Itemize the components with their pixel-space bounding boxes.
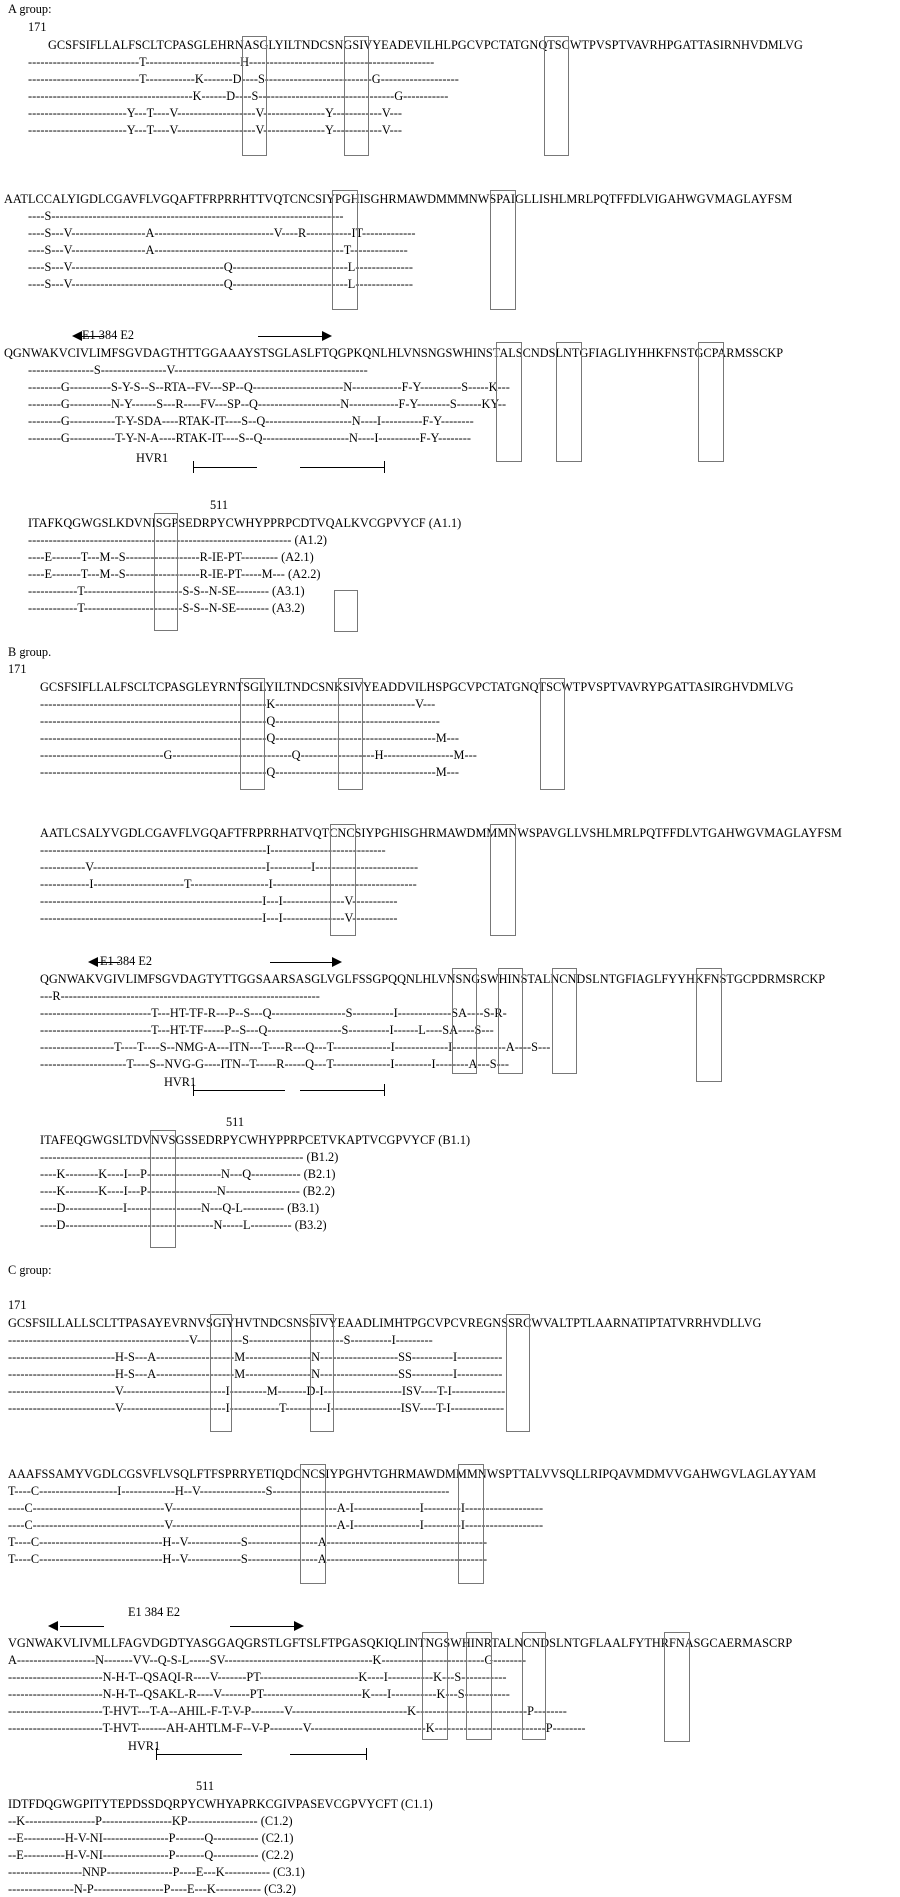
group-a-block4-row: ----E-------T---M--S------------------R-IE-PT-----M--- (A2.2) (28, 567, 321, 581)
hvr1-bracket-tick (366, 1748, 367, 1760)
group-c-block3-row: A-------------------N-------VV--Q-S-L-----SV------------------------------------K-------------------------G-------- (8, 1653, 527, 1667)
highlight-box (240, 678, 265, 790)
hvr1-label: HVR1 (164, 1075, 197, 1089)
highlight-box (696, 968, 722, 1082)
arrow-left-icon (48, 1621, 58, 1631)
highlight-box (452, 968, 477, 1074)
hvr1-bracket-tick (384, 461, 385, 473)
highlight-box (242, 36, 267, 156)
group-b-block1-row: ------------------------------G-----------------------------Q------------------H-----------------M--- (40, 748, 477, 762)
group-b-block4-row: ----K--------K----I---P-----------------N------------------ (B2.2) (40, 1184, 335, 1198)
group-b-block3-row: ------------------T----T----S--NMG-A---ITN---T----R---Q---T--------------I-------------I-------------A----S--- (40, 1040, 551, 1054)
highlight-box (334, 590, 358, 632)
highlight-box (490, 824, 516, 936)
hvr1-bracket (193, 467, 257, 468)
group-b-block3-row: ---------------------------T---HT-TF-----P--S---Q------------------S----------I------L----SA----S--- (40, 1023, 494, 1037)
hvr1-label: HVR1 (128, 1739, 161, 1753)
group-b-block1-row: -------------------------------------------------------Q---------------------------------------M--- (40, 731, 460, 745)
arrow-line (270, 962, 334, 963)
group-c-block2-row: T----C-------------------I-------------H--V----------------S------------------------------------------- (8, 1484, 450, 1498)
highlight-box (490, 190, 516, 310)
group-a-block4-row: ---------------------------------------------------------------- (A1.2) (28, 533, 328, 547)
group-a-block1-row: ---------------------------T------------K-------D----S--------------------------G------------------- (28, 72, 459, 86)
group-c-header: C group: (8, 1263, 52, 1277)
arrow-line (230, 1626, 296, 1627)
group-c-block1-row: --------------------------V-------------------------I---------M-------D-I-------------------ISV----T-I------------- (8, 1384, 506, 1398)
arrow-left-icon (72, 331, 82, 341)
group-b-block2-row: ------------------------------------------------------I---I---------------V----------- (40, 894, 398, 908)
highlight-box (330, 824, 356, 936)
group-b-block2-consensus: AATLCSALYVGDLCGAVFLVGQAFTFRPRRHATVQTCNCSIYPGHISGHRMAWDMMMNWSPAVGLLVSHLMRLPQTFFDLVTGAHWGVMAGLAYFSM (40, 826, 842, 840)
highlight-box (338, 678, 363, 790)
group-a-block1-consensus: GCSFSIFLLALFSCLTCPASGLEHRNASGLYILTNDCSNGSIVYEADEVILHLPGCVPCTATGNQTSCWTPVSPTVAVRHPGATTASIRNHVDMLVG (48, 38, 803, 52)
group-c-block2-row: T----C------------------------------H--V-------------S-----------------A--------------------------------------- (8, 1552, 488, 1566)
group-b-block3-row: ---------------------------T---HT-TF-R---P--S---Q------------------S----------I-------------SA----S-R- (40, 1006, 507, 1020)
group-a-block4-row: ----E-------T---M--S------------------R-IE-PT--------- (A2.1) (28, 550, 314, 564)
group-c-block2-row: T----C------------------------------H--V-------------S-----------------A--------------------------------------- (8, 1535, 488, 1549)
group-a-block2-consensus: AATLCCALYIGDLCGAVFLVGQAFTFRPRRHTTVQTCNCSIYPGHISGHRMAWDMMMNWSPAIGLLISHLMRLPQTFFDLVIGAHWGVMAGLAYFSM (4, 192, 793, 206)
highlight-box (310, 1314, 334, 1432)
group-a-block2-row: ----S---V------------------A-----------------------------V----R-----------IT------------- (28, 226, 416, 240)
group-b-block2-row: ------------------------------------------------------I---I---------------V----------- (40, 911, 398, 925)
group-b-block2-row: -------------------------------------------------------I---------------------------- (40, 843, 386, 857)
group-c-block4-row: ----------------N-P-----------------P----E---K----------- (C3.2) (8, 1882, 297, 1896)
group-c-block4-row: --E----------H-V-NI----------------P-------Q----------- (C2.2) (8, 1848, 294, 1862)
hvr1-bracket-tick (384, 1084, 385, 1096)
group-c-block3-row: -----------------------T-HVT-------AH-AHTLM-F--V-P--------V----------------------------K---------------------------P-------- (8, 1721, 586, 1735)
highlight-box (556, 342, 582, 462)
group-c-block4-consensus: IDTFDQGWGPITYTEPDSSDQRPYCWHYAPRKCGIVPASEVCGPVYCFT (C1.1) (8, 1797, 433, 1811)
highlight-box (344, 36, 369, 156)
group-a-block3-row: --------G----------N-Y------S---R----FV---SP--Q--------------------N------------F-Y--------S------KY-- (28, 397, 507, 411)
group-a-position-label: 171 (28, 20, 47, 34)
hvr1-bracket (300, 1090, 384, 1091)
group-b-block1-row: -------------------------------------------------------Q---------------------------------------M--- (40, 765, 460, 779)
group-a-block1-row: ----------------------------------------K------D----S---------------------------------G----------- (28, 89, 449, 103)
group-c-block1-row: --------------------------H-S---A-------------------M----------------N-------------------SS----------I----------- (8, 1367, 503, 1381)
group-a-block3-row: --------G-----------T-Y-SDA----RTAK-IT----S--Q---------------------N----I----------F-Y-------- (28, 414, 474, 428)
highlight-box (458, 1464, 484, 1584)
group-b-block4-row: ----K--------K----I---P------------------N---Q------------ (B2.1) (40, 1167, 336, 1181)
group-c-position-label-511: 511 (196, 1779, 215, 1793)
hvr1-bracket-tick (193, 1084, 194, 1096)
group-b-block3-consensus: QGNWAKVGIVLIMFSGVDAGTYTTGGSAARSASGLVGLFSSGPQQNLHLVNSNGSWHINSTALNCNDSLNTGFIAGLFYYHKFNSTGCPDRMSRCKP (40, 972, 826, 986)
group-a-block2-row: ----S---V-------------------------------------Q----------------------------L-------------- (28, 277, 413, 291)
group-c-block2-row: ----C--------------------------------V----------------------------------------A-I----------------I---------I------------------- (8, 1518, 544, 1532)
group-a-block4-consensus: ITAFKQGWGSLKDVNISGPSEDRPYCWHYPPRPCDTVQALKVCGPVYCF (A1.1) (28, 516, 462, 530)
e1-e2-junction-label: E1 384 E2 (128, 1605, 181, 1619)
group-b-block4-row: ----D------------------------------------N-----L---------- (B3.2) (40, 1218, 327, 1232)
group-c-block1-row: --------------------------V-------------------------I------------T----------I-----------------ISV----T-I------------- (8, 1401, 505, 1415)
group-a-block4-row: ------------T------------------------S-S--N-SE-------- (A3.1) (28, 584, 305, 598)
group-a-block2-row: ----S---V-------------------------------------Q----------------------------L-------------- (28, 260, 413, 274)
e1-e2-junction-label: E1 384 E2 (100, 954, 153, 968)
highlight-box (522, 1632, 546, 1740)
highlight-box (498, 968, 523, 1074)
group-c-block2-row: ----C--------------------------------V----------------------------------------A-I----------------I---------I------------------- (8, 1501, 544, 1515)
group-b-position-label-511: 511 (226, 1115, 245, 1129)
group-c-position-label: 171 (8, 1298, 27, 1312)
group-b-block2-row: -----------V------------------------------------------I----------I------------------------- (40, 860, 419, 874)
e1-e2-junction-label: E1 384 E2 (82, 328, 135, 342)
group-a-block1-row: ------------------------Y---T----V-------------------V---------------Y------------V--- (28, 123, 402, 137)
arrow-line (258, 336, 324, 337)
hvr1-bracket-tick (156, 1748, 157, 1760)
group-b-block1-consensus: GCSFSIFLLALFSCLTCPASGLEYRNTSGLYILTNDCSNKSIVYEADDVILHSPGCVPCTATGNQTSCWTPVSPTVAVRYPGATTASIRGHVDMLVG (40, 680, 794, 694)
group-b-block4-row: ---------------------------------------------------------------- (B1.2) (40, 1150, 339, 1164)
arrow-left-icon (88, 957, 98, 967)
group-b-block2-row: ------------I----------------------T-------------------I----------------------------------- (40, 877, 417, 891)
group-a-block3-row: --------G-----------T-Y-N-A----RTAK-IT----S--Q---------------------N----I----------F-Y-------- (28, 431, 472, 445)
group-b-block3-row: ---R--------------------------------------------------------------- (40, 989, 320, 1003)
group-c-block3-row: -----------------------N-H-T--QSAKL-R----V-------PT------------------------K----I-----------K---S----------- (8, 1687, 510, 1701)
group-c-block3-row: -----------------------N-H-T--QSAQI-R----V-------PT------------------------K----I-----------K---S----------- (8, 1670, 507, 1684)
arrow-right-icon (294, 1621, 304, 1631)
group-b-position-label: 171 (8, 662, 27, 676)
group-c-block1-row: --------------------------------------------V-----------S-----------------------S----------I--------- (8, 1333, 433, 1347)
hvr1-bracket (193, 1090, 285, 1091)
group-c-block4-row: --K-----------------P-----------------KP----------------- (C1.2) (8, 1814, 293, 1828)
group-a-block1-row: ---------------------------T-----------------------H--------------------------------------------- (28, 55, 435, 69)
group-c-block4-row: ------------------NNP----------------P----E---K----------- (C3.1) (8, 1865, 305, 1879)
arrow-right-icon (322, 331, 332, 341)
highlight-box (506, 1314, 530, 1432)
highlight-box (540, 678, 565, 790)
group-a-block3-row: ----------------S----------------V----------------------------------------------- (28, 363, 368, 377)
highlight-box (466, 1632, 492, 1740)
highlight-box (698, 342, 724, 462)
highlight-box (552, 968, 577, 1074)
group-c-block3-row: -----------------------T-HVT---T-A--AHIL-F-T-V-P--------V----------------------------K---------------------------P-------- (8, 1704, 567, 1718)
highlight-box (154, 513, 178, 631)
group-a-header: A group: (8, 2, 52, 16)
hvr1-bracket (300, 467, 384, 468)
highlight-box (332, 190, 358, 310)
group-a-block3-row: --------G----------S-Y-S--S--RTA--FV---SP--Q----------------------N------------F-Y----------S-----K--- (28, 380, 510, 394)
group-a-block1-row: ------------------------Y---T----V-------------------V---------------Y------------V--- (28, 106, 402, 120)
hvr1-bracket-tick (193, 461, 194, 473)
group-b-block4-row: ----D--------------I------------------N---Q-L---------- (B3.1) (40, 1201, 320, 1215)
arrow-line (60, 1626, 104, 1627)
highlight-box (210, 1314, 232, 1432)
group-a-block4-row: ------------T------------------------S-S--N-SE-------- (A3.2) (28, 601, 305, 615)
group-c-block1-row: --------------------------H-S---A-------------------M----------------N-------------------SS----------I----------- (8, 1350, 503, 1364)
highlight-box (150, 1130, 176, 1248)
group-b-header: B group. (8, 645, 52, 659)
highlight-box (422, 1632, 448, 1740)
group-a-block2-row: ----S----------------------------------------------------------------------- (28, 209, 344, 223)
hvr1-label: HVR1 (136, 451, 169, 465)
group-c-block2-consensus: AAAFSSAMYVGDLCGSVFLVSQLFTFSPRRYETIQDCNCSIYPGHVTGHRMAWDMMMNWSPTTALVVSQLLRIPQAVMDMVVGAHWGVLAGLAYYAM (8, 1467, 817, 1481)
group-b-block1-row: -------------------------------------------------------Q---------------------------------------- (40, 714, 440, 728)
highlight-box (300, 1464, 326, 1584)
group-a-block2-row: ----S---V------------------A----------------------------------------------T-------------- (28, 243, 408, 257)
arrow-right-icon (332, 957, 342, 967)
highlight-box (544, 36, 569, 156)
hvr1-bracket (290, 1754, 366, 1755)
group-b-block1-row: -------------------------------------------------------K----------------------------------V--- (40, 697, 436, 711)
highlight-box (496, 342, 522, 462)
group-c-block1-consensus: GCSFSILLALLSCLTTPASAYEVRNVSGIYHVTNDCSNSSIVYEAADLIMHTPGCVPCVREGNSSRCWVALTPTLAARNATIPTATVRRHVDLLVG (8, 1316, 762, 1330)
highlight-box (664, 1632, 690, 1742)
hvr1-bracket (156, 1754, 242, 1755)
group-c-block4-row: --E----------H-V-NI----------------P-------Q----------- (C2.1) (8, 1831, 294, 1845)
group-b-block3-row: ---------------------T----S--NVG-G----ITN--T-----R-----Q---T--------------I---------I--------A---S--- (40, 1057, 509, 1071)
group-a-position-label-511: 511 (210, 498, 229, 512)
group-a-block3-consensus: QGNWAKVCIVLIMFSGVDAGTHTTGGAAAYSTSGLASLFTQGPKQNLHLVNSNGSWHINSTALSCNDSLNTGFIAGLIYHHKFNSTGCPARMSSCKP (4, 346, 784, 360)
group-c-block3-consensus: VGNWAKVLIVMLLFAGVDGDTYASGGAQGRSTLGFTSLFTPGASQKIQLINTNGSWHINRTALNCNDSLNTGFLAALFYTHRFNASGCAERMASCRP (8, 1636, 793, 1650)
group-b-block4-consensus: ITAFEQGWGSLTDVNVSGSSEDRPYCWHYPPRPCETVKAPTVCGPVYCF (B1.1) (40, 1133, 471, 1147)
